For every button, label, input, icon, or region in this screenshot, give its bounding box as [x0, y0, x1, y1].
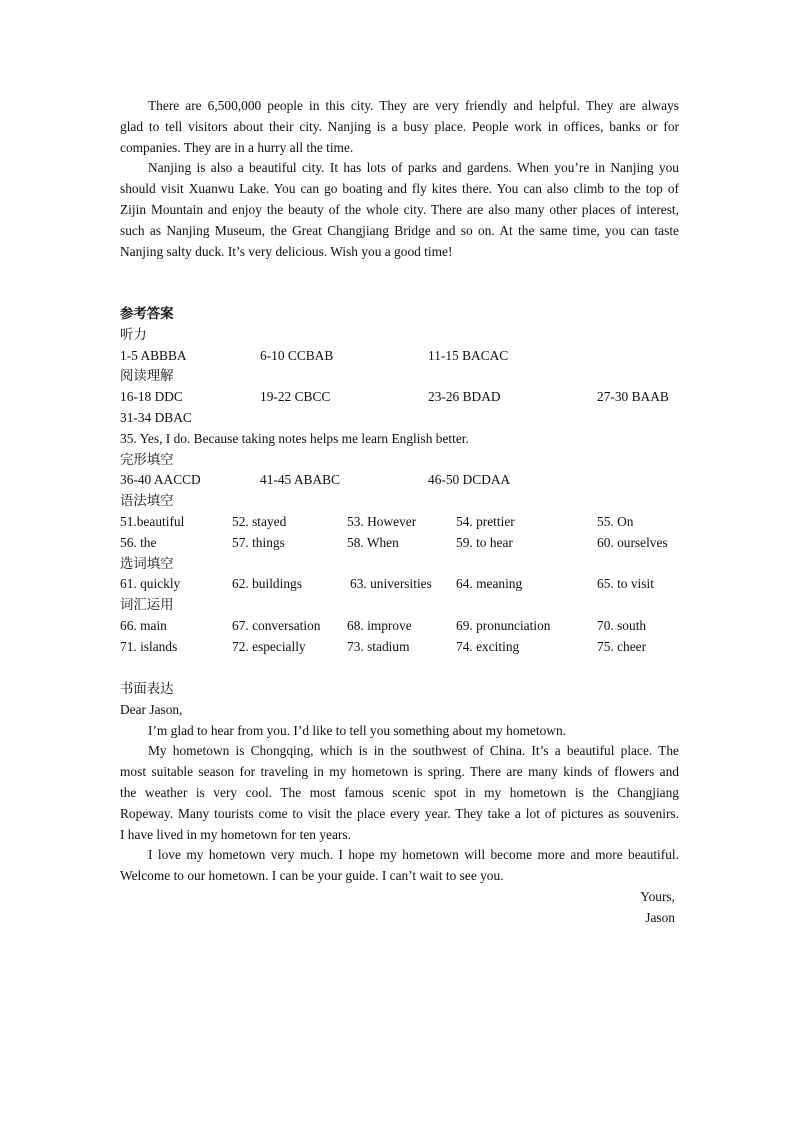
- answer-item: 65. to visit: [597, 576, 654, 592]
- passage-line: should visit Xuanwu Lake. You can go boating and fly kites there. You can also climb to the top of: [120, 181, 679, 197]
- answer-item: 67. conversation: [232, 617, 321, 633]
- answer-row-listening: [120, 346, 679, 367]
- answer-item: 46-50 DCDAA: [428, 472, 511, 488]
- answer-item: 71. islands: [120, 638, 178, 654]
- answer-item: 73. stadium: [347, 638, 410, 654]
- section-label-word-fill: 选词填空: [120, 555, 174, 571]
- answer-row-grammar: [120, 533, 679, 554]
- answer-item: 58. When: [347, 534, 399, 550]
- section-label-cloze: 完形填空: [120, 451, 174, 467]
- answer-item: 59. to hear: [456, 534, 513, 550]
- letter-line: I have lived in my hometown for ten years.: [120, 826, 351, 842]
- letter-line: My hometown is Chongqing, which is in the southwest of China. It’s a beautiful place. The: [148, 743, 679, 759]
- answer-row-reading-2: 31-34 DBAC: [120, 409, 192, 425]
- answer-item: 69. pronunciation: [456, 617, 551, 633]
- answer-item: 11-15 BACAC: [428, 347, 509, 363]
- writing-section: [120, 679, 679, 929]
- answer-item: 66. main: [120, 617, 167, 633]
- passage-line: glad to tell visitors about their city. Nanjing is a busy place. People work in offices, banks or for: [120, 118, 679, 134]
- section-label-listening: 听力: [120, 326, 147, 342]
- letter-greeting: Dear Jason,: [120, 701, 183, 717]
- letter-line: the weather is very cool. The most famous scenic spot in my hometown is the Changjiang: [120, 784, 679, 800]
- answer-item: 52. stayed: [232, 513, 287, 529]
- answer-q35: 35. Yes, I do. Because taking notes helps me learn English better.: [120, 430, 469, 446]
- answer-item: 62. buildings: [232, 576, 302, 592]
- letter-closing: Yours,: [640, 888, 675, 904]
- answer-item: 68. improve: [347, 617, 412, 633]
- answer-item: 53. However: [347, 513, 417, 529]
- section-label-writing: 书面表达: [120, 681, 174, 696]
- passage-line: Zijin Mountain and enjoy the beauty of the whole city. There are also many other places of interest,: [120, 201, 679, 217]
- answer-item: 63. universities: [350, 576, 432, 592]
- letter-line: I’m glad to hear from you. I’d like to tell you something about my hometown.: [148, 722, 567, 738]
- passage-line: Nanjing is also a beautiful city. It has lots of parks and gardens. When you’re in Nanjing you: [148, 160, 679, 176]
- section-label-grammar: 语法填空: [120, 493, 174, 509]
- answer-row-word-fill: [120, 574, 679, 595]
- answer-item: 16-18 DDC: [120, 389, 183, 405]
- section-label-vocabulary: 词汇运用: [120, 597, 174, 613]
- answer-row-cloze: [120, 470, 679, 491]
- answer-item: 54. prettier: [456, 513, 515, 529]
- answer-key: [120, 304, 679, 658]
- answer-key-title: 参考答案: [120, 306, 174, 321]
- answer-item: 6-10 CCBAB: [260, 347, 334, 363]
- letter-line: Welcome to our hometown. I can be your guide. I can’t wait to see you.: [120, 868, 504, 884]
- passage: [120, 96, 679, 262]
- answer-item: 1-5 ABBBA: [120, 347, 187, 363]
- answer-item: 64. meaning: [456, 576, 523, 592]
- answer-item: 60. ourselves: [597, 534, 668, 550]
- passage-line: such as Nanjing Museum, the Great Changjiang Bridge and so on. At the same time, you can taste: [120, 222, 679, 238]
- passage-line: companies. They are in a hurry all the time.: [120, 139, 354, 155]
- answer-item: 55. On: [597, 513, 634, 529]
- answer-item: 51.beautiful: [120, 513, 185, 529]
- section-label-reading: 阅读理解: [120, 368, 174, 384]
- letter-line: most suitable season for traveling in my hometown is spring. There are many kinds of flowers and: [120, 764, 679, 780]
- answer-item: 75. cheer: [597, 638, 647, 654]
- letter-line: I love my hometown very much. I hope my hometown will become more and more beautiful.: [148, 847, 679, 863]
- answer-item: 36-40 AACCD: [120, 472, 201, 488]
- answer-row-vocabulary: [120, 637, 679, 658]
- answer-item: 41-45 ABABC: [260, 472, 340, 488]
- answer-row-grammar: [120, 512, 679, 533]
- answer-item: 27-30 BAAB: [597, 389, 669, 405]
- letter-signature: Jason: [645, 909, 675, 925]
- answer-item: 74. exciting: [456, 638, 520, 654]
- answer-item: 56. the: [120, 534, 157, 550]
- passage-line: Nanjing salty duck. It’s very delicious. Wish you a good time!: [120, 243, 453, 259]
- answer-item: 23-26 BDAD: [428, 389, 501, 405]
- answer-item: 72. especially: [232, 638, 306, 654]
- answer-row-vocabulary: [120, 616, 679, 637]
- answer-item: 19-22 CBCC: [260, 389, 331, 405]
- answer-item: 70. south: [597, 617, 647, 633]
- answer-row-reading: [120, 387, 679, 408]
- answer-item: 61. quickly: [120, 576, 181, 592]
- letter-line: Ropeway. Many tourists come to visit the place every year. They take a lot of pictures as souvenirs.: [120, 805, 679, 821]
- passage-line: There are 6,500,000 people in this city. They are very friendly and helpful. They are always: [148, 98, 679, 113]
- answer-item: 57. things: [232, 534, 285, 550]
